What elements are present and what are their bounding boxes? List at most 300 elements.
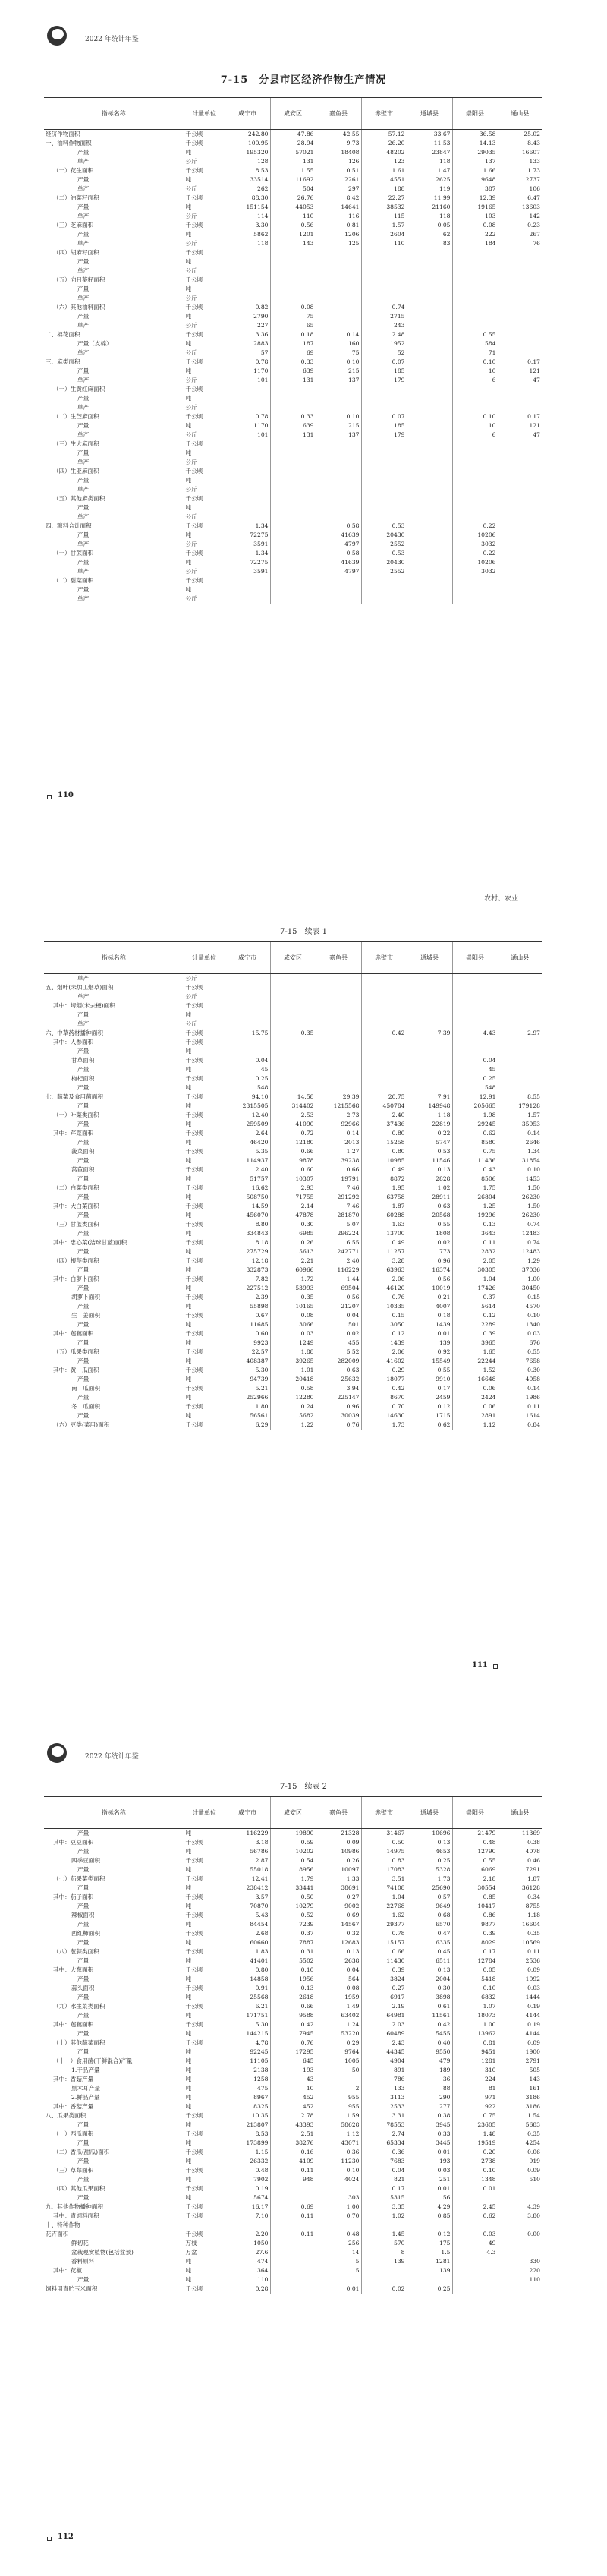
- row-label: 单产: [77, 975, 90, 982]
- value-cell: [270, 440, 316, 449]
- value-cell: 0.72: [270, 1129, 316, 1138]
- unit-cell: 吨: [184, 585, 225, 594]
- table-row: [44, 1393, 542, 1402]
- value-cell: 0.86: [452, 1911, 498, 1920]
- row-label: （二）生苎麻面积: [53, 413, 99, 420]
- value-cell: [407, 440, 452, 449]
- value-cell: [270, 1047, 316, 1056]
- value-cell: 118: [225, 239, 270, 248]
- value-cell: 7945: [270, 2029, 316, 2038]
- value-cell: [225, 585, 270, 594]
- value-cell: 2: [316, 2084, 361, 2093]
- table-row: [44, 1338, 542, 1348]
- value-cell: 0.74: [498, 1220, 542, 1229]
- row-label: 单产: [77, 240, 90, 247]
- value-cell: 11436: [452, 1156, 498, 1165]
- value-cell: 256: [316, 2239, 361, 2248]
- value-cell: 5315: [361, 2193, 407, 2202]
- value-cell: 11369: [498, 1829, 542, 1839]
- table-row: [44, 1920, 542, 1929]
- value-cell: 28911: [407, 1193, 452, 1202]
- value-cell: 225147: [316, 1393, 361, 1402]
- table-row: [44, 1420, 542, 1430]
- value-cell: 2.14: [270, 1202, 316, 1211]
- value-cell: 1.98: [452, 1111, 498, 1120]
- value-cell: [407, 430, 452, 440]
- value-cell: 1.02: [407, 1184, 452, 1193]
- value-cell: 8325: [225, 2102, 270, 2111]
- value-cell: [407, 266, 452, 276]
- value-cell: 16.62: [225, 1184, 270, 1193]
- row-label: 产量: [77, 2194, 90, 2201]
- value-cell: [407, 576, 452, 585]
- value-cell: 474: [225, 2257, 270, 2266]
- value-cell: 0.49: [361, 1165, 407, 1174]
- unit-cell: 公斤: [184, 348, 225, 358]
- value-cell: 43: [270, 2075, 316, 2084]
- value-cell: 31854: [498, 1156, 542, 1165]
- value-cell: 251: [407, 2175, 452, 2184]
- value-cell: [225, 394, 270, 403]
- value-cell: 4078: [498, 1847, 542, 1856]
- value-cell: 1170: [225, 367, 270, 376]
- running-header: 农村、农业: [484, 895, 519, 903]
- value-cell: 4653: [407, 1847, 452, 1856]
- unit-cell: 吨: [184, 339, 225, 348]
- value-cell: 3.57: [225, 1893, 270, 1902]
- value-cell: [316, 1074, 361, 1083]
- value-cell: 281870: [316, 1211, 361, 1220]
- row-label: 产量: [77, 504, 90, 511]
- value-cell: 57021: [270, 148, 316, 157]
- value-cell: 2138: [225, 2066, 270, 2075]
- row-label: （四）胡麻籽面积: [53, 249, 99, 256]
- value-cell: 0.52: [270, 1911, 316, 1920]
- value-cell: 110: [225, 2275, 270, 2284]
- value-cell: 131: [270, 157, 316, 166]
- value-cell: 0.48: [452, 1838, 498, 1847]
- value-cell: 151154: [225, 203, 270, 212]
- value-cell: 0.13: [407, 1838, 452, 1847]
- value-cell: 46120: [361, 1284, 407, 1293]
- value-cell: [407, 339, 452, 348]
- value-cell: 29.39: [316, 1093, 361, 1102]
- unit-cell: 公斤: [184, 157, 225, 166]
- value-cell: 0.09: [498, 1966, 542, 1975]
- value-cell: [316, 257, 361, 266]
- row-label: （一）西瓜面积: [53, 2130, 94, 2137]
- row-label: 单产: [77, 158, 90, 165]
- value-cell: 114: [225, 212, 270, 221]
- value-cell: 2.40: [316, 1256, 361, 1266]
- value-cell: 1258: [225, 2075, 270, 2084]
- row-label: 产量: [77, 2012, 90, 2019]
- value-cell: 1.61: [361, 166, 407, 175]
- value-cell: [270, 467, 316, 476]
- table-row: [44, 2193, 542, 2202]
- value-cell: 1.47: [407, 166, 452, 175]
- value-cell: 1.34: [498, 1147, 542, 1156]
- row-label: 产量: [77, 1921, 90, 1928]
- value-cell: [225, 385, 270, 394]
- value-cell: [270, 594, 316, 604]
- value-cell: 9550: [407, 2048, 452, 2057]
- value-cell: 21160: [407, 203, 452, 212]
- unit-cell: 千公顷: [184, 1202, 225, 1211]
- value-cell: [498, 983, 542, 992]
- value-cell: 41602: [361, 1357, 407, 1366]
- value-cell: 5: [316, 2257, 361, 2266]
- value-cell: [498, 312, 542, 321]
- column-header: 通城县: [407, 98, 452, 130]
- unit-cell: 吨: [184, 1138, 225, 1147]
- value-cell: 0.37: [452, 1293, 498, 1302]
- value-cell: 19890: [270, 1829, 316, 1839]
- value-cell: [452, 485, 498, 494]
- unit-cell: 千公顷: [184, 1911, 225, 1920]
- value-cell: 4007: [407, 1302, 452, 1311]
- value-cell: 0.14: [316, 330, 361, 339]
- value-cell: 0.21: [407, 1293, 452, 1302]
- value-cell: 188: [361, 184, 407, 194]
- value-cell: 0.66: [316, 1165, 361, 1174]
- value-cell: [316, 512, 361, 522]
- value-cell: 1.57: [498, 1111, 542, 1120]
- value-cell: 4.39: [498, 2202, 542, 2212]
- unit-cell: 吨: [184, 1083, 225, 1093]
- value-cell: [407, 285, 452, 294]
- value-cell: 1.04: [361, 1893, 407, 1902]
- unit-cell: 千公顷: [184, 130, 225, 140]
- value-cell: [361, 1083, 407, 1093]
- value-cell: 4797: [316, 540, 361, 549]
- value-cell: 4144: [498, 2011, 542, 2020]
- value-cell: 12280: [270, 1393, 316, 1402]
- row-label: （一）花生面积: [53, 167, 94, 174]
- value-cell: [498, 576, 542, 585]
- row-label: 产量: [77, 1048, 90, 1055]
- value-cell: 0.14: [316, 1129, 361, 1138]
- value-cell: 0.22: [407, 1129, 452, 1138]
- table-row: [44, 1038, 542, 1047]
- unit-cell: 万盆: [184, 2248, 225, 2257]
- unit-cell: 千公顷: [184, 194, 225, 203]
- value-cell: 5.21: [225, 1384, 270, 1393]
- value-cell: 3591: [225, 567, 270, 576]
- value-cell: 548: [225, 1083, 270, 1093]
- value-cell: 46420: [225, 1138, 270, 1147]
- row-label: 盆栽观赏植物(包括盆景): [71, 2249, 134, 2256]
- value-cell: [407, 403, 452, 412]
- table-row: [44, 467, 542, 476]
- value-cell: 0.56: [316, 1293, 361, 1302]
- row-label: 产量: [77, 1230, 90, 1237]
- table-row: [44, 992, 542, 1001]
- value-cell: 71755: [270, 1193, 316, 1202]
- value-cell: [407, 1038, 452, 1047]
- value-cell: 5683: [498, 2120, 542, 2130]
- value-cell: [361, 294, 407, 303]
- table-row: [44, 376, 542, 385]
- table-row: [44, 1357, 542, 1366]
- unit-cell: 吨: [184, 230, 225, 239]
- value-cell: 20568: [407, 1211, 452, 1220]
- row-label: 饲料用青贮玉米面积: [44, 2284, 184, 2294]
- value-cell: 7902: [225, 2175, 270, 2184]
- value-cell: 1.29: [498, 1256, 542, 1266]
- value-cell: 0.30: [270, 1220, 316, 1229]
- table-row: [44, 2221, 542, 2230]
- value-cell: [361, 394, 407, 403]
- row-label: 单产: [77, 431, 90, 438]
- value-cell: [361, 385, 407, 394]
- unit-cell: 千公顷: [184, 494, 225, 503]
- row-label: 2.鲜品产量: [71, 2094, 100, 2101]
- row-label: 八、瓜果类面积: [46, 2112, 86, 2119]
- value-cell: 76: [498, 239, 542, 248]
- value-cell: 30305: [452, 1266, 498, 1275]
- page-number: 111: [472, 1661, 488, 1670]
- value-cell: 1249: [270, 1338, 316, 1348]
- value-cell: 0.84: [498, 1420, 542, 1430]
- table-row: [44, 1202, 542, 1211]
- unit-cell: 吨: [184, 257, 225, 266]
- value-cell: 5682: [270, 1411, 316, 1420]
- value-cell: 8.55: [498, 1093, 542, 1102]
- row-label: （五）向日葵籽面积: [53, 276, 105, 283]
- value-cell: 564: [316, 1975, 361, 1984]
- value-cell: 1.88: [270, 1348, 316, 1357]
- value-cell: 17426: [452, 1284, 498, 1293]
- row-label: 单产: [77, 295, 90, 301]
- value-cell: 0.25: [407, 2284, 452, 2294]
- value-cell: 0.04: [316, 1311, 361, 1320]
- value-cell: 14.59: [225, 1202, 270, 1211]
- value-cell: 2.45: [452, 2202, 498, 2212]
- unit-cell: 公斤: [184, 458, 225, 467]
- table-row: [44, 2202, 542, 2212]
- value-cell: 0.48: [225, 2166, 270, 2175]
- value-cell: [407, 303, 452, 312]
- value-cell: 971: [452, 2093, 498, 2102]
- value-cell: 4797: [316, 567, 361, 576]
- value-cell: 139: [361, 2257, 407, 2266]
- value-cell: 0.76: [316, 1420, 361, 1430]
- value-cell: [270, 403, 316, 412]
- table-row: [44, 312, 542, 321]
- row-label: 1.干品产量: [71, 2067, 100, 2073]
- table-row: [44, 549, 542, 558]
- table-row: [44, 2266, 542, 2275]
- value-cell: 1.00: [498, 1275, 542, 1284]
- value-cell: 11561: [407, 2011, 452, 2020]
- value-cell: 0.10: [452, 1984, 498, 1993]
- unit-cell: 吨: [184, 2275, 225, 2284]
- unit-cell: 千公顷: [184, 1038, 225, 1047]
- value-cell: 12483: [498, 1247, 542, 1256]
- unit-cell: 公斤: [184, 212, 225, 221]
- row-label: 产量: [77, 586, 90, 593]
- value-cell: 65: [270, 321, 316, 330]
- value-cell: 60288: [361, 1211, 407, 1220]
- value-cell: [452, 2284, 498, 2294]
- value-cell: 14.13: [452, 139, 498, 148]
- value-cell: 505: [498, 2066, 542, 2075]
- row-label: 菠菜面积: [71, 1148, 95, 1155]
- value-cell: 1439: [407, 1320, 452, 1329]
- value-cell: 123: [361, 157, 407, 166]
- value-cell: 21328: [316, 1829, 361, 1839]
- value-cell: [225, 449, 270, 458]
- row-label: 产量: [77, 231, 90, 238]
- value-cell: 18408: [316, 148, 361, 157]
- table-row: [44, 2275, 542, 2284]
- row-label: 产量: [77, 285, 90, 292]
- value-cell: [316, 594, 361, 604]
- table-row: [44, 2057, 542, 2066]
- value-cell: [361, 992, 407, 1001]
- value-cell: 1.22: [270, 1420, 316, 1430]
- value-cell: 282009: [316, 1357, 361, 1366]
- value-cell: 0.01: [407, 1329, 452, 1338]
- value-cell: [361, 2275, 407, 2284]
- value-cell: 6: [452, 430, 498, 440]
- column-header: 嘉鱼县: [316, 942, 361, 974]
- value-cell: 5.30: [225, 1366, 270, 1375]
- value-cell: 6.47: [498, 194, 542, 203]
- table-row: [44, 522, 542, 531]
- value-cell: [361, 1001, 407, 1011]
- unit-cell: 千公顷: [184, 1001, 225, 1011]
- value-cell: 0.67: [225, 1311, 270, 1320]
- value-cell: 144215: [225, 2029, 270, 2038]
- value-cell: 1348: [452, 2175, 498, 2184]
- value-cell: 0.05: [452, 1966, 498, 1975]
- table-row: [44, 1120, 542, 1129]
- unit-cell: 千公顷: [184, 385, 225, 394]
- row-label: 枸杞面积: [71, 1075, 95, 1082]
- value-cell: 58628: [316, 2120, 361, 2130]
- value-cell: 0.36: [361, 2148, 407, 2157]
- value-cell: 8506: [452, 1174, 498, 1184]
- row-label: 九、其他作物播种面积: [46, 2203, 103, 2210]
- row-label: 其中：豆豆面积: [53, 1839, 94, 1846]
- value-cell: [452, 449, 498, 458]
- table-row: [44, 412, 542, 421]
- value-cell: 2.97: [498, 1029, 542, 1038]
- value-cell: 21207: [316, 1302, 361, 1311]
- table-row: [44, 2075, 542, 2084]
- value-cell: 16604: [498, 1920, 542, 1929]
- value-cell: 137: [316, 376, 361, 385]
- column-header: 赤壁市: [361, 98, 407, 130]
- value-cell: [270, 458, 316, 467]
- value-cell: 11230: [316, 2157, 361, 2166]
- value-cell: 56: [407, 2193, 452, 2202]
- value-cell: 195320: [225, 148, 270, 157]
- value-cell: [498, 485, 542, 494]
- value-cell: 0.03: [498, 1984, 542, 1993]
- table-row: [44, 476, 542, 485]
- value-cell: 84454: [225, 1920, 270, 1929]
- value-cell: 1206: [316, 230, 361, 239]
- value-cell: 0.76: [270, 2038, 316, 2048]
- unit-cell: 千公顷: [184, 2130, 225, 2139]
- row-label: 其中：莲藕面积: [53, 1330, 94, 1337]
- unit-cell: 吨: [184, 148, 225, 157]
- value-cell: 3186: [498, 2102, 542, 2111]
- value-cell: 3898: [407, 1993, 452, 2002]
- value-cell: 1215568: [316, 1102, 361, 1111]
- value-cell: 7658: [498, 1357, 542, 1366]
- value-cell: 1.66: [452, 166, 498, 175]
- value-cell: 330: [498, 2257, 542, 2266]
- table-row: [44, 2020, 542, 2029]
- row-label: （三）生大麻面积: [53, 440, 99, 447]
- value-cell: 2.03: [361, 2020, 407, 2029]
- value-cell: 30554: [452, 1884, 498, 1893]
- row-label: 产量: [77, 313, 90, 320]
- value-cell: 408387: [225, 1357, 270, 1366]
- value-cell: 0.85: [407, 2212, 452, 2221]
- value-cell: 2.19: [361, 2002, 407, 2011]
- value-cell: [361, 266, 407, 276]
- value-cell: 1.07: [452, 2002, 498, 2011]
- unit-cell: 千公顷: [184, 522, 225, 531]
- unit-cell: 千公顷: [184, 1838, 225, 1847]
- value-cell: [407, 1056, 452, 1065]
- row-label: 其中：大白菜面积: [53, 1203, 99, 1209]
- value-cell: 0.82: [225, 303, 270, 312]
- value-cell: 0.09: [498, 2166, 542, 2175]
- value-cell: 0.01: [452, 2184, 498, 2193]
- value-cell: [316, 476, 361, 485]
- value-cell: [452, 467, 498, 476]
- unit-cell: 千公顷: [184, 1402, 225, 1411]
- value-cell: 26804: [452, 1193, 498, 1202]
- unit-cell: 吨: [184, 1156, 225, 1165]
- unit-cell: 吨: [184, 203, 225, 212]
- value-cell: 33441: [270, 1884, 316, 1893]
- value-cell: 2.51: [270, 2130, 316, 2139]
- row-label: 其中：香菇产量: [53, 2103, 94, 2110]
- value-cell: [407, 1011, 452, 1020]
- unit-cell: 吨: [184, 285, 225, 294]
- value-cell: 955: [316, 2093, 361, 2102]
- value-cell: [225, 1047, 270, 1056]
- value-cell: 455: [316, 1338, 361, 1348]
- value-cell: [270, 2257, 316, 2266]
- value-cell: 8872: [361, 1174, 407, 1184]
- value-cell: 19296: [452, 1211, 498, 1220]
- value-cell: [452, 992, 498, 1001]
- value-cell: [452, 312, 498, 321]
- value-cell: [361, 285, 407, 294]
- value-cell: 12.91: [452, 1093, 498, 1102]
- table-row: [44, 403, 542, 412]
- value-cell: 0.63: [316, 1366, 361, 1375]
- value-cell: 2738: [452, 2157, 498, 2166]
- value-cell: 2891: [452, 1411, 498, 1420]
- table-row: [44, 1975, 542, 1984]
- value-cell: 193: [270, 2066, 316, 2075]
- row-label: 六、中草药材播种面积: [46, 1029, 103, 1036]
- value-cell: 0.49: [361, 1238, 407, 1247]
- value-cell: 0.78: [361, 1929, 407, 1938]
- value-cell: [225, 974, 270, 984]
- value-cell: 10: [452, 421, 498, 430]
- value-cell: 0.46: [498, 1856, 542, 1865]
